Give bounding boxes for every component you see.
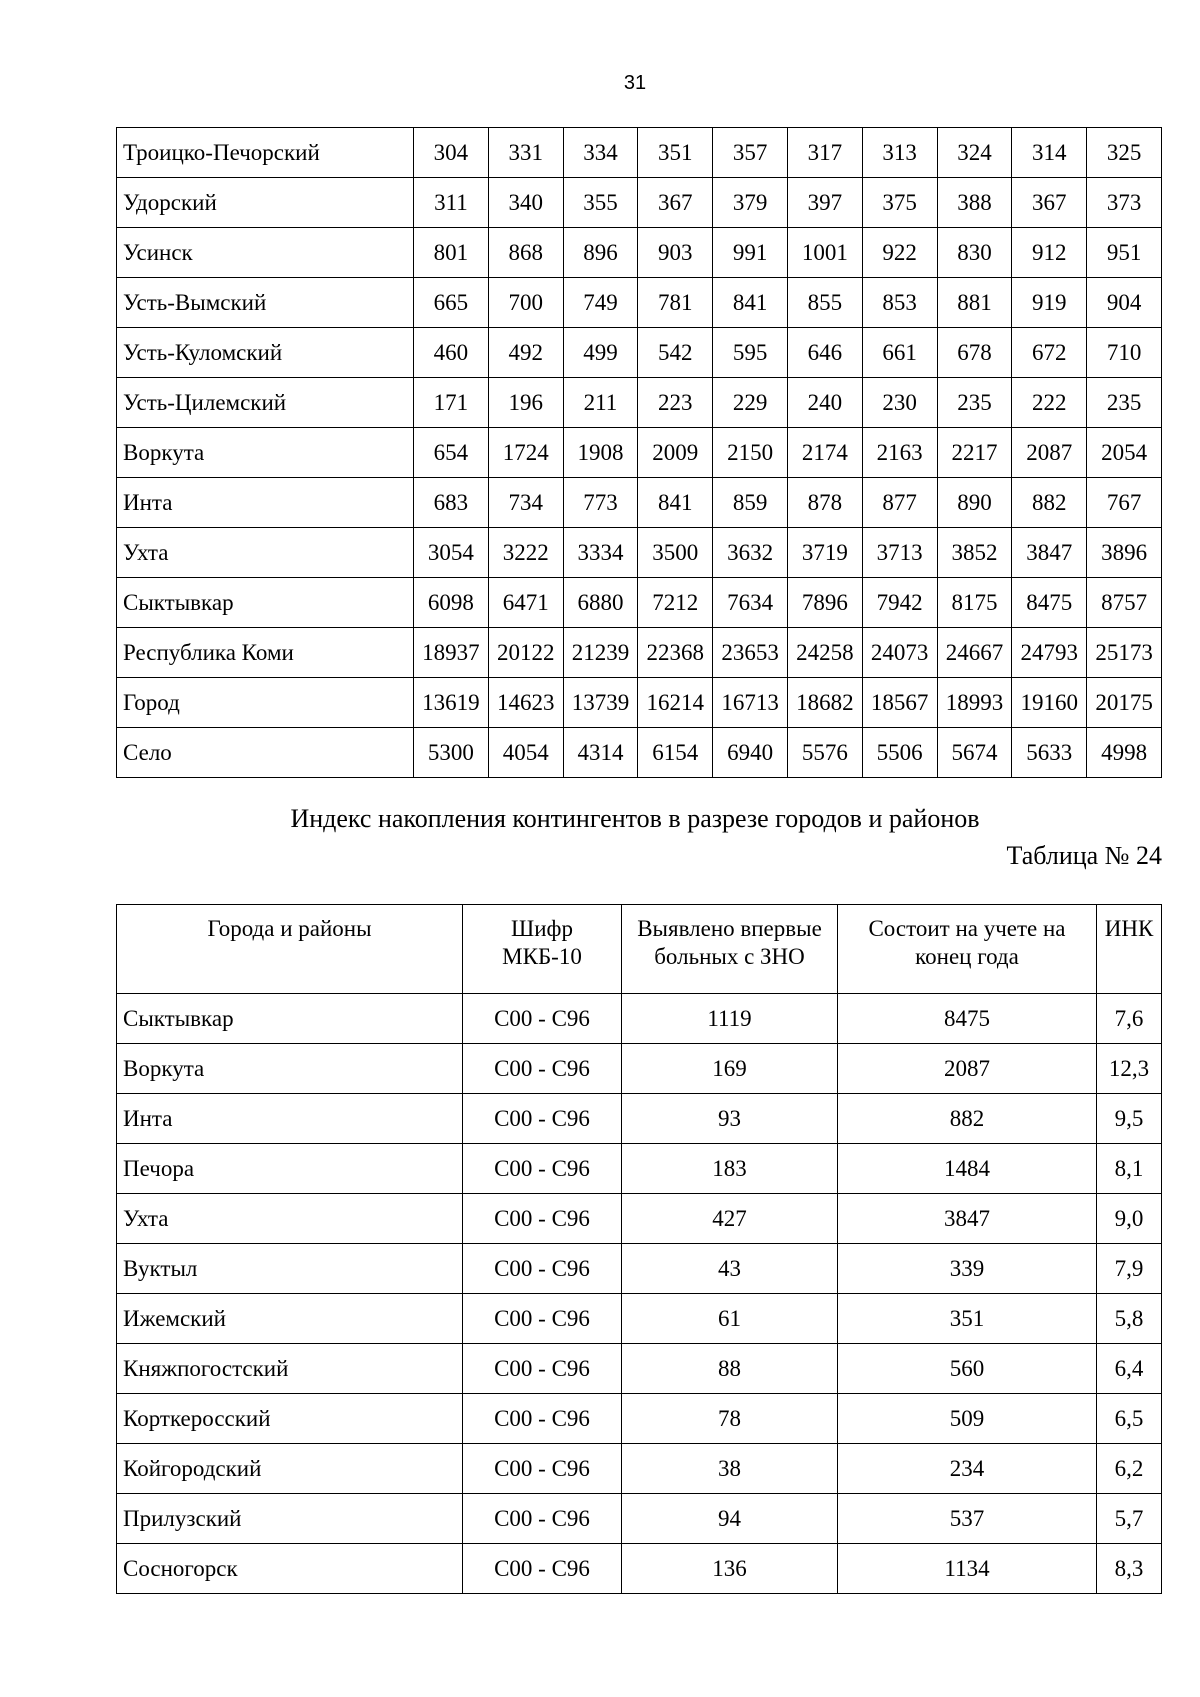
value-cell: 7212 <box>638 578 713 628</box>
value-cell: 5300 <box>414 728 489 778</box>
new-cases-cell: 43 <box>622 1244 838 1294</box>
value-cell: 3852 <box>937 528 1012 578</box>
table-row <box>117 228 1162 278</box>
value-cell: 6880 <box>563 578 638 628</box>
value-cell: 3054 <box>414 528 489 578</box>
value-cell: 859 <box>713 478 788 528</box>
value-cell: 317 <box>787 128 862 178</box>
table-row <box>117 1394 1162 1444</box>
value-cell: 324 <box>937 128 1012 178</box>
table-row <box>117 1094 1162 1144</box>
icd-code-cell: С00 - С96 <box>463 994 622 1044</box>
new-cases-cell: 136 <box>622 1544 838 1594</box>
value-cell: 841 <box>638 478 713 528</box>
table-row <box>117 1194 1162 1244</box>
value-cell: 171 <box>414 378 489 428</box>
value-cell: 373 <box>1087 178 1162 228</box>
value-cell: 18682 <box>787 678 862 728</box>
value-cell: 235 <box>1087 378 1162 428</box>
value-cell: 896 <box>563 228 638 278</box>
registered-cell: 1484 <box>838 1144 1097 1194</box>
icd-code-cell: С00 - С96 <box>463 1194 622 1244</box>
table-row <box>117 1494 1162 1544</box>
region-name-cell: Ижемский <box>117 1294 463 1344</box>
region-name-cell: Инта <box>117 478 414 528</box>
registered-cell: 882 <box>838 1094 1097 1144</box>
value-cell: 8757 <box>1087 578 1162 628</box>
value-cell: 196 <box>488 378 563 428</box>
ink-cell: 5,8 <box>1097 1294 1162 1344</box>
value-cell: 878 <box>787 478 862 528</box>
value-cell: 3222 <box>488 528 563 578</box>
table-row <box>117 378 1162 428</box>
region-name-cell: Село <box>117 728 414 778</box>
value-cell: 7634 <box>713 578 788 628</box>
registered-cell: 8475 <box>838 994 1097 1044</box>
new-cases-cell: 94 <box>622 1494 838 1544</box>
table-row <box>117 728 1162 778</box>
value-cell: 22368 <box>638 628 713 678</box>
value-cell: 734 <box>488 478 563 528</box>
value-cell: 767 <box>1087 478 1162 528</box>
icd-code-cell: С00 - С96 <box>463 1044 622 1094</box>
value-cell: 23653 <box>713 628 788 678</box>
value-cell: 367 <box>1012 178 1087 228</box>
table-row <box>117 128 1162 178</box>
value-cell: 3334 <box>563 528 638 578</box>
value-cell: 3500 <box>638 528 713 578</box>
region-name-cell: Усть-Куломский <box>117 328 414 378</box>
table-row <box>117 1144 1162 1194</box>
ink-cell: 8,3 <box>1097 1544 1162 1594</box>
value-cell: 919 <box>1012 278 1087 328</box>
region-name-cell: Усть-Вымский <box>117 278 414 328</box>
value-cell: 240 <box>787 378 862 428</box>
value-cell: 2054 <box>1087 428 1162 478</box>
value-cell: 661 <box>862 328 937 378</box>
value-cell: 24667 <box>937 628 1012 678</box>
value-cell: 912 <box>1012 228 1087 278</box>
region-name-cell: Прилузский <box>117 1494 463 1544</box>
region-name-cell: Ухта <box>117 528 414 578</box>
registered-cell: 351 <box>838 1294 1097 1344</box>
value-cell: 5674 <box>937 728 1012 778</box>
value-cell: 460 <box>414 328 489 378</box>
value-cell: 3847 <box>1012 528 1087 578</box>
region-name-cell: Корткеросский <box>117 1394 463 1444</box>
ink-cell: 7,9 <box>1097 1244 1162 1294</box>
value-cell: 5576 <box>787 728 862 778</box>
icd-code-cell: С00 - С96 <box>463 1394 622 1444</box>
header-new-cases: Выявлено впервые больных с ЗНО <box>622 905 838 994</box>
icd-code-cell: С00 - С96 <box>463 1444 622 1494</box>
region-name-cell: Сыктывкар <box>117 578 414 628</box>
value-cell: 388 <box>937 178 1012 228</box>
value-cell: 24793 <box>1012 628 1087 678</box>
value-cell: 367 <box>638 178 713 228</box>
value-cell: 5506 <box>862 728 937 778</box>
value-cell: 855 <box>787 278 862 328</box>
value-cell: 21239 <box>563 628 638 678</box>
value-cell: 18993 <box>937 678 1012 728</box>
value-cell: 749 <box>563 278 638 328</box>
table-row <box>117 994 1162 1044</box>
value-cell: 7942 <box>862 578 937 628</box>
region-name-cell: Сыктывкар <box>117 994 463 1044</box>
value-cell: 24258 <box>787 628 862 678</box>
new-cases-cell: 61 <box>622 1294 838 1344</box>
value-cell: 222 <box>1012 378 1087 428</box>
header-code: Шифр МКБ-10 <box>463 905 622 994</box>
value-cell: 2087 <box>1012 428 1087 478</box>
region-name-cell: Койгородский <box>117 1444 463 1494</box>
value-cell: 890 <box>937 478 1012 528</box>
region-name-cell: Усинск <box>117 228 414 278</box>
value-cell: 4998 <box>1087 728 1162 778</box>
region-name-cell: Инта <box>117 1094 463 1144</box>
ink-table <box>116 904 1162 1594</box>
region-name-cell: Усть-Цилемский <box>117 378 414 428</box>
value-cell: 654 <box>414 428 489 478</box>
registered-cell: 3847 <box>838 1194 1097 1244</box>
section-title: Индекс накопления контингентов в разрезе городов и районов <box>290 804 980 833</box>
icd-code-cell: С00 - С96 <box>463 1344 622 1394</box>
table-row <box>117 1444 1162 1494</box>
value-cell: 683 <box>414 478 489 528</box>
value-cell: 340 <box>488 178 563 228</box>
value-cell: 868 <box>488 228 563 278</box>
value-cell: 678 <box>937 328 1012 378</box>
continued-table <box>116 127 1162 778</box>
new-cases-cell: 427 <box>622 1194 838 1244</box>
value-cell: 3632 <box>713 528 788 578</box>
value-cell: 3896 <box>1087 528 1162 578</box>
ink-cell: 6,5 <box>1097 1394 1162 1444</box>
value-cell: 881 <box>937 278 1012 328</box>
region-name-cell: Вуктыл <box>117 1244 463 1294</box>
region-name-cell: Сосногорск <box>117 1544 463 1594</box>
new-cases-cell: 38 <box>622 1444 838 1494</box>
registered-cell: 509 <box>838 1394 1097 1444</box>
new-cases-cell: 78 <box>622 1394 838 1444</box>
value-cell: 646 <box>787 328 862 378</box>
value-cell: 877 <box>862 478 937 528</box>
registered-cell: 2087 <box>838 1044 1097 1094</box>
value-cell: 2217 <box>937 428 1012 478</box>
value-cell: 781 <box>638 278 713 328</box>
icd-code-cell: С00 - С96 <box>463 1494 622 1544</box>
value-cell: 351 <box>638 128 713 178</box>
table-row <box>117 578 1162 628</box>
continued-table-body <box>117 128 1162 778</box>
table-row <box>117 1344 1162 1394</box>
value-cell: 841 <box>713 278 788 328</box>
region-name-cell: Княжпогостский <box>117 1344 463 1394</box>
value-cell: 882 <box>1012 478 1087 528</box>
value-cell: 375 <box>862 178 937 228</box>
header-registered: Состоит на учете на конец года <box>838 905 1097 994</box>
ink-cell: 12,3 <box>1097 1044 1162 1094</box>
value-cell: 18937 <box>414 628 489 678</box>
region-name-cell: Город <box>117 678 414 728</box>
ink-table-header-row <box>117 905 1162 994</box>
value-cell: 357 <box>713 128 788 178</box>
icd-code-cell: С00 - С96 <box>463 1144 622 1194</box>
registered-cell: 234 <box>838 1444 1097 1494</box>
value-cell: 4314 <box>563 728 638 778</box>
value-cell: 2150 <box>713 428 788 478</box>
value-cell: 542 <box>638 328 713 378</box>
registered-cell: 537 <box>838 1494 1097 1544</box>
ink-cell: 9,5 <box>1097 1094 1162 1144</box>
ink-table-body <box>117 994 1162 1594</box>
table-row <box>117 1244 1162 1294</box>
value-cell: 665 <box>414 278 489 328</box>
value-cell: 951 <box>1087 228 1162 278</box>
registered-cell: 1134 <box>838 1544 1097 1594</box>
icd-code-cell: С00 - С96 <box>463 1544 622 1594</box>
value-cell: 499 <box>563 328 638 378</box>
value-cell: 904 <box>1087 278 1162 328</box>
new-cases-cell: 88 <box>622 1344 838 1394</box>
value-cell: 6940 <box>713 728 788 778</box>
value-cell: 4054 <box>488 728 563 778</box>
value-cell: 2174 <box>787 428 862 478</box>
value-cell: 6098 <box>414 578 489 628</box>
value-cell: 20122 <box>488 628 563 678</box>
value-cell: 19160 <box>1012 678 1087 728</box>
value-cell: 379 <box>713 178 788 228</box>
table-row <box>117 328 1162 378</box>
value-cell: 700 <box>488 278 563 328</box>
value-cell: 830 <box>937 228 1012 278</box>
table-row <box>117 628 1162 678</box>
icd-code-cell: С00 - С96 <box>463 1294 622 1344</box>
table-row <box>117 1044 1162 1094</box>
value-cell: 229 <box>713 378 788 428</box>
value-cell: 211 <box>563 378 638 428</box>
icd-code-cell: С00 - С96 <box>463 1094 622 1144</box>
region-name-cell: Воркута <box>117 1044 463 1094</box>
ink-cell: 9,0 <box>1097 1194 1162 1244</box>
value-cell: 313 <box>862 128 937 178</box>
table-number: Таблица № 24 <box>1006 841 1162 870</box>
registered-cell: 339 <box>838 1244 1097 1294</box>
table-row <box>117 478 1162 528</box>
ink-cell: 6,4 <box>1097 1344 1162 1394</box>
ink-cell: 6,2 <box>1097 1444 1162 1494</box>
value-cell: 16214 <box>638 678 713 728</box>
value-cell: 1724 <box>488 428 563 478</box>
table-row <box>117 278 1162 328</box>
ink-cell: 7,6 <box>1097 994 1162 1044</box>
region-name-cell: Ухта <box>117 1194 463 1244</box>
value-cell: 801 <box>414 228 489 278</box>
region-name-cell: Троицко-Печорский <box>117 128 414 178</box>
region-name-cell: Воркута <box>117 428 414 478</box>
value-cell: 1908 <box>563 428 638 478</box>
new-cases-cell: 169 <box>622 1044 838 1094</box>
new-cases-cell: 1119 <box>622 994 838 1044</box>
value-cell: 311 <box>414 178 489 228</box>
value-cell: 18567 <box>862 678 937 728</box>
value-cell: 1001 <box>787 228 862 278</box>
value-cell: 922 <box>862 228 937 278</box>
value-cell: 8175 <box>937 578 1012 628</box>
ink-cell: 5,7 <box>1097 1494 1162 1544</box>
value-cell: 223 <box>638 378 713 428</box>
value-cell: 6471 <box>488 578 563 628</box>
value-cell: 25173 <box>1087 628 1162 678</box>
table-row <box>117 1544 1162 1594</box>
table-row <box>117 428 1162 478</box>
value-cell: 235 <box>937 378 1012 428</box>
value-cell: 355 <box>563 178 638 228</box>
value-cell: 230 <box>862 378 937 428</box>
value-cell: 20175 <box>1087 678 1162 728</box>
value-cell: 903 <box>638 228 713 278</box>
value-cell: 14623 <box>488 678 563 728</box>
value-cell: 325 <box>1087 128 1162 178</box>
value-cell: 2163 <box>862 428 937 478</box>
table-row <box>117 1294 1162 1344</box>
value-cell: 16713 <box>713 678 788 728</box>
header-region: Города и районы <box>117 905 463 994</box>
value-cell: 331 <box>488 128 563 178</box>
value-cell: 6154 <box>638 728 713 778</box>
registered-cell: 560 <box>838 1344 1097 1394</box>
value-cell: 492 <box>488 328 563 378</box>
value-cell: 7896 <box>787 578 862 628</box>
value-cell: 672 <box>1012 328 1087 378</box>
value-cell: 595 <box>713 328 788 378</box>
ink-cell: 8,1 <box>1097 1144 1162 1194</box>
value-cell: 24073 <box>862 628 937 678</box>
region-name-cell: Удорский <box>117 178 414 228</box>
value-cell: 853 <box>862 278 937 328</box>
region-name-cell: Печора <box>117 1144 463 1194</box>
table-row <box>117 528 1162 578</box>
value-cell: 5633 <box>1012 728 1087 778</box>
header-ink: ИНК <box>1097 905 1162 994</box>
region-name-cell: Республика Коми <box>117 628 414 678</box>
value-cell: 773 <box>563 478 638 528</box>
value-cell: 8475 <box>1012 578 1087 628</box>
value-cell: 2009 <box>638 428 713 478</box>
table-row <box>117 178 1162 228</box>
new-cases-cell: 93 <box>622 1094 838 1144</box>
table-row <box>117 678 1162 728</box>
value-cell: 314 <box>1012 128 1087 178</box>
value-cell: 334 <box>563 128 638 178</box>
value-cell: 3713 <box>862 528 937 578</box>
value-cell: 991 <box>713 228 788 278</box>
page-number: 31 <box>623 72 647 94</box>
new-cases-cell: 183 <box>622 1144 838 1194</box>
icd-code-cell: С00 - С96 <box>463 1244 622 1294</box>
value-cell: 710 <box>1087 328 1162 378</box>
value-cell: 3719 <box>787 528 862 578</box>
value-cell: 397 <box>787 178 862 228</box>
value-cell: 304 <box>414 128 489 178</box>
value-cell: 13739 <box>563 678 638 728</box>
value-cell: 13619 <box>414 678 489 728</box>
